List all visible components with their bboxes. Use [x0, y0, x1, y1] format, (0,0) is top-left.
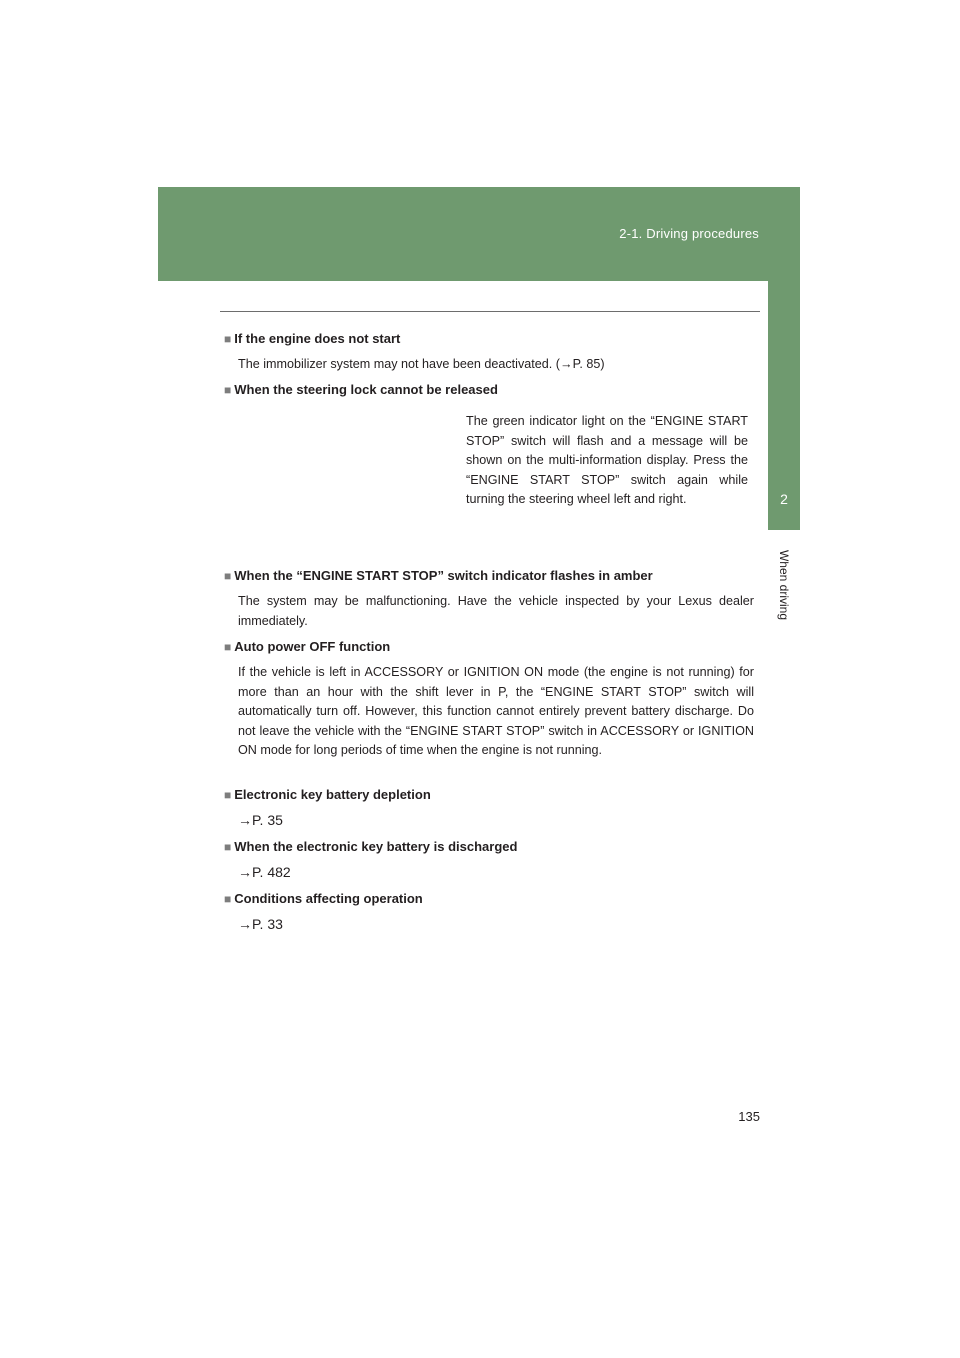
steering-lock-note: The green indicator light on the “ENGINE START STOP” switch will flash and a message will be shown on the multi-information display. Press the “ENGINE START STOP” switch again while turning the steering wheel left and right. — [466, 414, 748, 506]
section-key-battery-discharged — [224, 839, 754, 881]
chapter-label — [770, 540, 798, 630]
page-reference: →P. 35 — [238, 812, 283, 828]
section-heading: ■ Conditions affecting operation — [224, 891, 423, 906]
section-title: 2-1. Driving procedures — [619, 226, 759, 241]
section-auto-power-off — [224, 639, 754, 761]
square-bullet-icon: ■ — [224, 569, 232, 583]
page-reference: →P. 33 — [238, 916, 283, 932]
section-body: The immobilizer system may not have been deactivated. (→P. 85) — [238, 357, 605, 371]
page-reference: →P. 482 — [238, 864, 291, 880]
section-conditions-operation — [224, 891, 754, 933]
section-heading: ■ Electronic key battery depletion — [224, 787, 431, 802]
section-heading: ■ Auto power OFF function — [224, 639, 391, 654]
square-bullet-icon: ■ — [224, 640, 232, 654]
square-bullet-icon: ■ — [224, 892, 232, 906]
square-bullet-icon: ■ — [224, 383, 232, 397]
header-band — [158, 187, 800, 281]
divider-rule — [220, 311, 760, 312]
section-key-battery-depletion — [224, 787, 754, 829]
section-heading: ■ When the “ENGINE START STOP” switch indicator flashes in amber — [224, 568, 653, 583]
section-steering-lock — [224, 382, 754, 398]
section-heading: ■ When the electronic key battery is discharged — [224, 839, 518, 854]
chapter-number: 2 — [780, 491, 788, 507]
page-number: 135 — [738, 1109, 760, 1124]
section-heading: ■ When the steering lock cannot be released — [224, 382, 498, 397]
square-bullet-icon: ■ — [224, 840, 232, 854]
section-engine-not-start — [224, 331, 754, 375]
square-bullet-icon: ■ — [224, 332, 232, 346]
chapter-label-text: When driving — [777, 549, 791, 621]
section-heading: ■ If the engine does not start — [224, 331, 401, 346]
section-body: The system may be malfunctioning. Have the vehicle inspected by your Lexus dealer immediately. — [238, 594, 754, 628]
section-indicator-amber — [224, 568, 754, 631]
chapter-tab — [768, 281, 800, 530]
section-body: If the vehicle is left in ACCESSORY or IGNITION ON mode (the engine is not running) for more than an hour with the shift lever in P, the “ENGINE START STOP” switch will automatically turn off. However, this function cannot entirely prevent battery discharge. Do not leave the vehicle with the “ENGINE START STOP” switch in ACCESSORY or IGNITION ON mode for long periods of time when the engine is not running. — [238, 665, 754, 757]
square-bullet-icon: ■ — [224, 788, 232, 802]
